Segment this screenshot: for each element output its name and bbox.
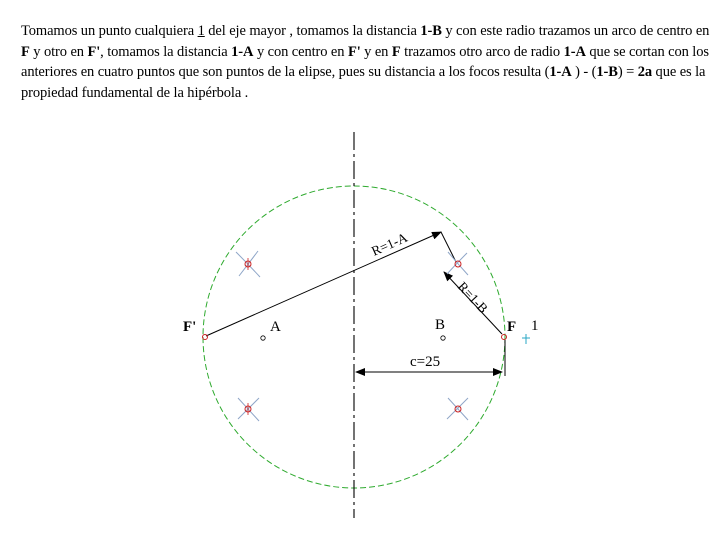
text-segment: ) = xyxy=(617,64,638,80)
text-segment: que es la propiedad fundamental de la hipérbola . xyxy=(21,64,706,101)
point-b-marker xyxy=(441,336,445,340)
text-segment: ) - ( xyxy=(571,64,597,80)
text-segment: trazamos otro arco de radio xyxy=(400,43,564,60)
text-segment: , tomamos la distancia xyxy=(100,43,232,60)
label-b: B xyxy=(435,317,446,333)
text-bold: 1-B xyxy=(596,64,618,80)
intersection-point-top-right xyxy=(447,252,468,275)
text-bold: 1-A xyxy=(563,43,586,60)
intersection-point-bottom-right xyxy=(447,398,468,420)
intersection-point-bottom-left xyxy=(238,398,259,421)
text-point-1: 1 xyxy=(197,23,205,39)
focus-f-prime-marker xyxy=(203,335,208,340)
text-bold: F' xyxy=(347,43,361,60)
label-1: 1 xyxy=(531,318,539,334)
intersection-point-top-left xyxy=(236,251,260,277)
text-segment: y con este radio trazamos un arco de centro en xyxy=(441,23,710,39)
text-segment: y otro en xyxy=(29,43,88,60)
label-r-1b: R=1-B xyxy=(454,278,491,317)
text-bold: F xyxy=(391,43,401,60)
text-bold: F xyxy=(21,43,30,60)
point-1-marker xyxy=(522,334,530,344)
text-segment: Tomamos un punto cualquiera xyxy=(21,23,198,39)
label-r-1a: R=1-A xyxy=(369,229,410,259)
label-a: A xyxy=(270,319,281,335)
label-f: F xyxy=(507,319,517,335)
dimension-tick-r-1a xyxy=(441,232,456,262)
text-bold: 1-A xyxy=(231,43,254,60)
label-c-25: c=25 xyxy=(410,354,441,370)
text-bold: F' xyxy=(87,43,101,60)
text-segment: del eje mayor , tomamos la distancia xyxy=(204,23,421,39)
text-bold: 1-A xyxy=(549,64,572,80)
point-a-marker xyxy=(261,336,265,340)
text-bold: 2a xyxy=(637,64,653,80)
text-segment: y en xyxy=(360,43,392,60)
text-segment: y con centro en xyxy=(253,43,348,60)
label-f-prime: F' xyxy=(183,319,197,335)
focus-f-marker xyxy=(502,335,507,340)
text-segment: que se cortan con los anteriores en cuatro puntos que son puntos de la elipse, pues su distancia a los focos resulta ( xyxy=(21,43,709,80)
dimension-line-r-1a xyxy=(206,229,441,336)
text-bold: 1-B xyxy=(420,23,442,39)
